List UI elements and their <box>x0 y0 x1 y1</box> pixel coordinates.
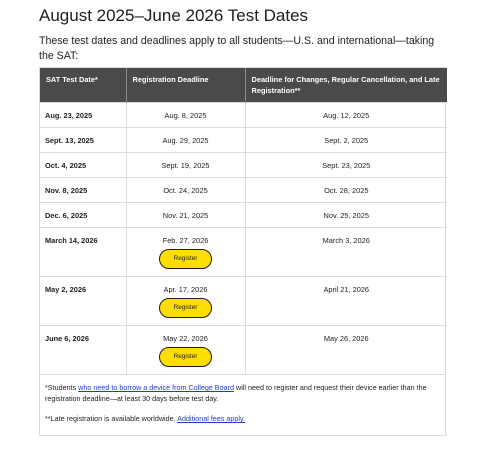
table-row <box>40 127 447 152</box>
table-row <box>40 102 447 127</box>
header-test-date: SAT Test Date* <box>40 68 126 102</box>
test-dates-table <box>39 67 446 436</box>
registration-deadline-text: Apr. 17, 2026 <box>163 284 208 294</box>
changes-deadline-cell: May 26, 2026 <box>245 325 447 374</box>
test-date-cell: Oct. 4, 2025 <box>40 152 126 177</box>
table-header-row <box>40 68 447 102</box>
table-row <box>40 276 447 325</box>
registration-deadline-text: May 22, 2026 <box>163 333 208 343</box>
changes-deadline-cell: Aug. 12, 2025 <box>245 102 447 127</box>
late-note-prefix: **Late registration is available worldwide. <box>45 414 178 423</box>
test-date-cell: May 2, 2026 <box>40 276 126 325</box>
header-changes-deadline: Deadline for Changes, Regular Cancellation, and Late Registration** <box>245 68 447 102</box>
test-date-cell: Sept. 13, 2025 <box>40 127 126 152</box>
device-footnote <box>45 382 445 404</box>
table-footnotes <box>40 374 445 435</box>
test-date-cell: March 14, 2026 <box>40 227 126 276</box>
device-note-suffix: will need to register and request their device earlier than the registration deadline—at least 30 days before test day. <box>45 383 427 403</box>
registration-deadline-cell <box>126 325 245 374</box>
register-button-march[interactable]: Register <box>159 249 212 269</box>
late-registration-footnote <box>45 413 445 424</box>
register-button-june[interactable]: Register <box>159 347 212 367</box>
changes-deadline-cell: March 3, 2026 <box>245 227 447 276</box>
table-row <box>40 152 447 177</box>
registration-deadline-cell <box>126 276 245 325</box>
additional-fees-link[interactable]: Additional fees apply. <box>177 414 246 423</box>
intro-text: These test dates and deadlines apply to all students—U.S. and international—taking the SAT: <box>39 35 435 62</box>
test-date-cell: June 6, 2026 <box>40 325 126 374</box>
registration-deadline-text: Feb. 27, 2026 <box>162 235 209 245</box>
test-date-cell: Dec. 6, 2025 <box>40 202 126 227</box>
table-row <box>40 202 447 227</box>
changes-deadline-cell: Sept. 23, 2025 <box>245 152 447 177</box>
registration-deadline-cell: Nov. 21, 2025 <box>126 202 245 227</box>
table-row <box>40 177 447 202</box>
page-title: August 2025–June 2026 Test Dates <box>39 6 309 25</box>
borrow-device-link[interactable]: who need to borrow a device from College Board <box>78 383 234 392</box>
test-date-cell: Aug. 23, 2025 <box>40 102 126 127</box>
changes-deadline-cell: April 21, 2026 <box>245 276 447 325</box>
test-date-cell: Nov. 8, 2025 <box>40 177 126 202</box>
changes-deadline-cell: Oct. 28, 2025 <box>245 177 447 202</box>
device-note-prefix: *Students <box>45 383 79 392</box>
changes-deadline-cell: Nov. 25, 2025 <box>245 202 447 227</box>
table-row <box>40 227 447 276</box>
registration-deadline-cell <box>126 227 245 276</box>
register-button-may[interactable]: Register <box>159 298 212 318</box>
changes-deadline-cell: Sept. 2, 2025 <box>245 127 447 152</box>
registration-deadline-cell: Aug. 8, 2025 <box>126 102 245 127</box>
registration-deadline-cell: Sept. 19, 2025 <box>126 152 245 177</box>
header-registration-deadline: Registration Deadline <box>126 68 245 102</box>
registration-deadline-cell: Oct. 24, 2025 <box>126 177 245 202</box>
registration-deadline-cell: Aug. 29, 2025 <box>126 127 245 152</box>
table-row <box>40 325 447 374</box>
